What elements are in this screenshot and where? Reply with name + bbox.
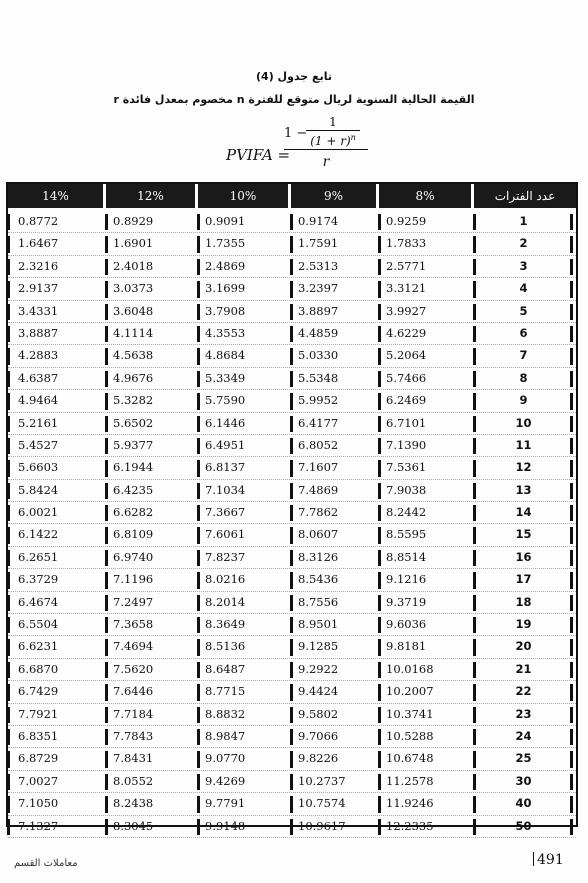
period-cell: 17: [471, 569, 576, 590]
value-cell: 9.3719: [376, 592, 471, 613]
value-cell: 0.8929: [103, 211, 195, 232]
formula-base: (1 + r): [310, 134, 351, 148]
value-cell: 9.6036: [376, 614, 471, 635]
period-cell: 23: [471, 704, 576, 725]
table-row: [8, 771, 576, 793]
value-cell: 0.9259: [376, 211, 471, 232]
period-cell: 25: [471, 748, 576, 769]
period-cell: 9: [471, 390, 576, 411]
table-row: [8, 748, 576, 770]
value-cell: 5.7590: [195, 390, 288, 411]
table-row: [8, 502, 576, 524]
table-row: [8, 480, 576, 502]
period-cell: 10: [471, 413, 576, 434]
value-cell: 4.8684: [195, 345, 288, 366]
value-cell: 7.0027: [8, 771, 103, 792]
value-cell: 5.8424: [8, 480, 103, 501]
value-cell: 6.7429: [8, 681, 103, 702]
value-cell: 5.7466: [376, 368, 471, 389]
pvifa-formula: [222, 116, 372, 182]
page-number-divider: [533, 852, 534, 866]
formula-one-minus: 1 −: [284, 126, 308, 141]
value-cell: 9.4269: [195, 771, 288, 792]
value-cell: 3.0373: [103, 278, 195, 299]
table-row: [8, 211, 576, 233]
value-cell: 3.7908: [195, 301, 288, 322]
value-cell: 5.3282: [103, 390, 195, 411]
table-row: [8, 323, 576, 345]
value-cell: 10.2737: [288, 771, 376, 792]
header-12-percent: 12%: [103, 184, 195, 208]
value-cell: 9.2922: [288, 659, 376, 680]
value-cell: 7.7184: [103, 704, 195, 725]
value-cell: 2.3216: [8, 256, 103, 277]
table-row: [8, 368, 576, 390]
value-cell: 8.3126: [288, 547, 376, 568]
value-cell: 0.9174: [288, 211, 376, 232]
value-cell: 6.4177: [288, 413, 376, 434]
value-cell: 9.8181: [376, 636, 471, 657]
table-row: [8, 413, 576, 435]
value-cell: 5.2161: [8, 413, 103, 434]
table-body: [8, 211, 576, 838]
value-cell: 10.6748: [376, 748, 471, 769]
value-cell: 7.6446: [103, 681, 195, 702]
value-cell: 3.6048: [103, 301, 195, 322]
value-cell: 1.6901: [103, 233, 195, 254]
value-cell: 3.9927: [376, 301, 471, 322]
value-cell: 7.5361: [376, 457, 471, 478]
table-row: [8, 547, 576, 569]
formula-exponent: n: [350, 133, 356, 142]
value-cell: 11.2578: [376, 771, 471, 792]
value-cell: 7.4869: [288, 480, 376, 501]
value-cell: 5.9952: [288, 390, 376, 411]
header-periods: عدد الفترات: [471, 184, 576, 208]
value-cell: 10.7574: [288, 793, 376, 814]
table-row: [8, 278, 576, 300]
value-cell: 6.4235: [103, 480, 195, 501]
formula-inner-bottom: [302, 131, 364, 148]
value-cell: 6.6282: [103, 502, 195, 523]
value-cell: 10.3741: [376, 704, 471, 725]
value-cell: 6.4951: [195, 435, 288, 456]
period-cell: 8: [471, 368, 576, 389]
value-cell: 9.1285: [288, 636, 376, 657]
value-cell: 3.4331: [8, 301, 103, 322]
period-cell: 50: [471, 816, 576, 837]
value-cell: 8.0216: [195, 569, 288, 590]
value-cell: 3.1699: [195, 278, 288, 299]
value-cell: 4.1114: [103, 323, 195, 344]
value-cell: 5.6603: [8, 457, 103, 478]
value-cell: 6.8137: [195, 457, 288, 478]
formula-main-bar: [284, 149, 368, 150]
value-cell: 4.4859: [288, 323, 376, 344]
value-cell: 7.7862: [288, 502, 376, 523]
value-cell: 1.7591: [288, 233, 376, 254]
value-cell: 4.9676: [103, 368, 195, 389]
value-cell: 5.6502: [103, 413, 195, 434]
value-cell: 10.9617: [288, 816, 376, 837]
value-cell: 8.5595: [376, 524, 471, 545]
period-cell: 24: [471, 726, 576, 747]
header-14-percent: 14%: [8, 184, 103, 208]
value-cell: 2.5771: [376, 256, 471, 277]
value-cell: 6.4674: [8, 592, 103, 613]
value-cell: 7.2497: [103, 592, 195, 613]
value-cell: 8.3649: [195, 614, 288, 635]
table-row: [8, 636, 576, 658]
value-cell: 8.7715: [195, 681, 288, 702]
table-caption: تابع جدول (4): [256, 70, 332, 83]
value-cell: 8.5136: [195, 636, 288, 657]
value-cell: 7.1050: [8, 793, 103, 814]
period-cell: 21: [471, 659, 576, 680]
period-cell: 3: [471, 256, 576, 277]
page-number-text: 491: [537, 852, 564, 868]
value-cell: 2.5313: [288, 256, 376, 277]
value-cell: 5.2064: [376, 345, 471, 366]
period-cell: 4: [471, 278, 576, 299]
value-cell: 10.5288: [376, 726, 471, 747]
value-cell: 6.8351: [8, 726, 103, 747]
footer-publisher: معاملات القسم: [14, 858, 78, 869]
table-row: [8, 435, 576, 457]
value-cell: 4.6229: [376, 323, 471, 344]
value-cell: 3.8897: [288, 301, 376, 322]
value-cell: 6.1446: [195, 413, 288, 434]
formula-fraction: [284, 116, 368, 182]
period-cell: 11: [471, 435, 576, 456]
value-cell: 1.7833: [376, 233, 471, 254]
value-cell: 6.8052: [288, 435, 376, 456]
table-row: [8, 256, 576, 278]
value-cell: 4.3553: [195, 323, 288, 344]
period-cell: 22: [471, 681, 576, 702]
value-cell: 9.1216: [376, 569, 471, 590]
value-cell: 5.3349: [195, 368, 288, 389]
value-cell: 3.2397: [288, 278, 376, 299]
value-cell: 4.9464: [8, 390, 103, 411]
value-cell: 7.1390: [376, 435, 471, 456]
value-cell: 7.9038: [376, 480, 471, 501]
value-cell: 6.8729: [8, 748, 103, 769]
value-cell: 7.8431: [103, 748, 195, 769]
period-cell: 20: [471, 636, 576, 657]
value-cell: 7.1034: [195, 480, 288, 501]
value-cell: 7.1327: [8, 816, 103, 837]
header-9-percent: 9%: [288, 184, 376, 208]
header-10-percent: 10%: [195, 184, 288, 208]
value-cell: 8.2014: [195, 592, 288, 613]
period-cell: 13: [471, 480, 576, 501]
value-cell: 2.9137: [8, 278, 103, 299]
period-cell: 30: [471, 771, 576, 792]
value-cell: 10.0168: [376, 659, 471, 680]
value-cell: 6.0021: [8, 502, 103, 523]
value-cell: 4.6387: [8, 368, 103, 389]
table-row: [8, 726, 576, 748]
period-cell: 6: [471, 323, 576, 344]
value-cell: 7.1196: [103, 569, 195, 590]
value-cell: 1.6467: [8, 233, 103, 254]
table-row: [8, 345, 576, 367]
page-number: [533, 852, 564, 868]
value-cell: 6.6870: [8, 659, 103, 680]
period-cell: 19: [471, 614, 576, 635]
period-cell: 5: [471, 301, 576, 322]
table-row: [8, 457, 576, 479]
table-row: [8, 704, 576, 726]
pvifa-table: [6, 182, 578, 833]
value-cell: 4.2883: [8, 345, 103, 366]
table-row: [8, 301, 576, 323]
value-cell: 8.0607: [288, 524, 376, 545]
period-cell: 14: [471, 502, 576, 523]
table-row: [8, 816, 576, 838]
value-cell: 11.9246: [376, 793, 471, 814]
value-cell: 4.5638: [103, 345, 195, 366]
value-cell: 6.2651: [8, 547, 103, 568]
period-cell: 12: [471, 457, 576, 478]
value-cell: 3.3121: [376, 278, 471, 299]
value-cell: 9.9148: [195, 816, 288, 837]
value-cell: 5.5348: [288, 368, 376, 389]
value-cell: 7.4694: [103, 636, 195, 657]
value-cell: 9.7066: [288, 726, 376, 747]
value-cell: 8.9501: [288, 614, 376, 635]
period-cell: 2: [471, 233, 576, 254]
value-cell: 3.8887: [8, 323, 103, 344]
value-cell: 8.3045: [103, 816, 195, 837]
value-cell: 6.7101: [376, 413, 471, 434]
period-cell: 15: [471, 524, 576, 545]
header-8-percent: 8%: [376, 184, 471, 208]
value-cell: 9.0770: [195, 748, 288, 769]
period-cell: 7: [471, 345, 576, 366]
value-cell: 10.2007: [376, 681, 471, 702]
period-cell: 1: [471, 211, 576, 232]
period-cell: 40: [471, 793, 576, 814]
value-cell: 6.6231: [8, 636, 103, 657]
table-row: [8, 659, 576, 681]
value-cell: 9.4424: [288, 681, 376, 702]
value-cell: 8.2442: [376, 502, 471, 523]
value-cell: 9.5802: [288, 704, 376, 725]
value-cell: 6.8109: [103, 524, 195, 545]
table-row: [8, 681, 576, 703]
table-row: [8, 793, 576, 815]
formula-inner-fraction: [302, 116, 364, 148]
value-cell: 6.3729: [8, 569, 103, 590]
value-cell: 8.0552: [103, 771, 195, 792]
value-cell: 2.4018: [103, 256, 195, 277]
formula-numerator: [284, 116, 368, 146]
value-cell: 8.2438: [103, 793, 195, 814]
value-cell: 9.7791: [195, 793, 288, 814]
value-cell: 7.7921: [8, 704, 103, 725]
table-header-row: [8, 184, 576, 208]
formula-denominator: r: [322, 154, 330, 170]
formula-lhs: PVIFA =: [226, 146, 291, 164]
period-cell: 16: [471, 547, 576, 568]
value-cell: 6.9740: [103, 547, 195, 568]
table-title: القيمة الحالية السنوية لريال متوقع للفترة n مخصوم بمعدل فائدة r: [113, 93, 475, 106]
value-cell: 9.8226: [288, 748, 376, 769]
value-cell: 1.7355: [195, 233, 288, 254]
formula-inner-top: 1: [329, 115, 337, 129]
value-cell: 0.9091: [195, 211, 288, 232]
value-cell: 6.1422: [8, 524, 103, 545]
value-cell: 7.8237: [195, 547, 288, 568]
value-cell: 7.5620: [103, 659, 195, 680]
value-cell: 5.4527: [8, 435, 103, 456]
value-cell: 8.8832: [195, 704, 288, 725]
table-row: [8, 524, 576, 546]
value-cell: 6.1944: [103, 457, 195, 478]
table-row: [8, 614, 576, 636]
value-cell: 12.2335: [376, 816, 471, 837]
value-cell: 7.6061: [195, 524, 288, 545]
value-cell: 8.7556: [288, 592, 376, 613]
value-cell: 5.0330: [288, 345, 376, 366]
value-cell: 8.6487: [195, 659, 288, 680]
value-cell: 8.9847: [195, 726, 288, 747]
value-cell: 6.2469: [376, 390, 471, 411]
table-row: [8, 592, 576, 614]
value-cell: 7.3667: [195, 502, 288, 523]
period-cell: 18: [471, 592, 576, 613]
value-cell: 0.8772: [8, 211, 103, 232]
table-row: [8, 569, 576, 591]
table-row: [8, 390, 576, 412]
value-cell: 8.5436: [288, 569, 376, 590]
value-cell: 7.7843: [103, 726, 195, 747]
value-cell: 2.4869: [195, 256, 288, 277]
value-cell: 7.1607: [288, 457, 376, 478]
value-cell: 7.3658: [103, 614, 195, 635]
value-cell: 6.5504: [8, 614, 103, 635]
value-cell: 5.9377: [103, 435, 195, 456]
table-row: [8, 233, 576, 255]
value-cell: 8.8514: [376, 547, 471, 568]
